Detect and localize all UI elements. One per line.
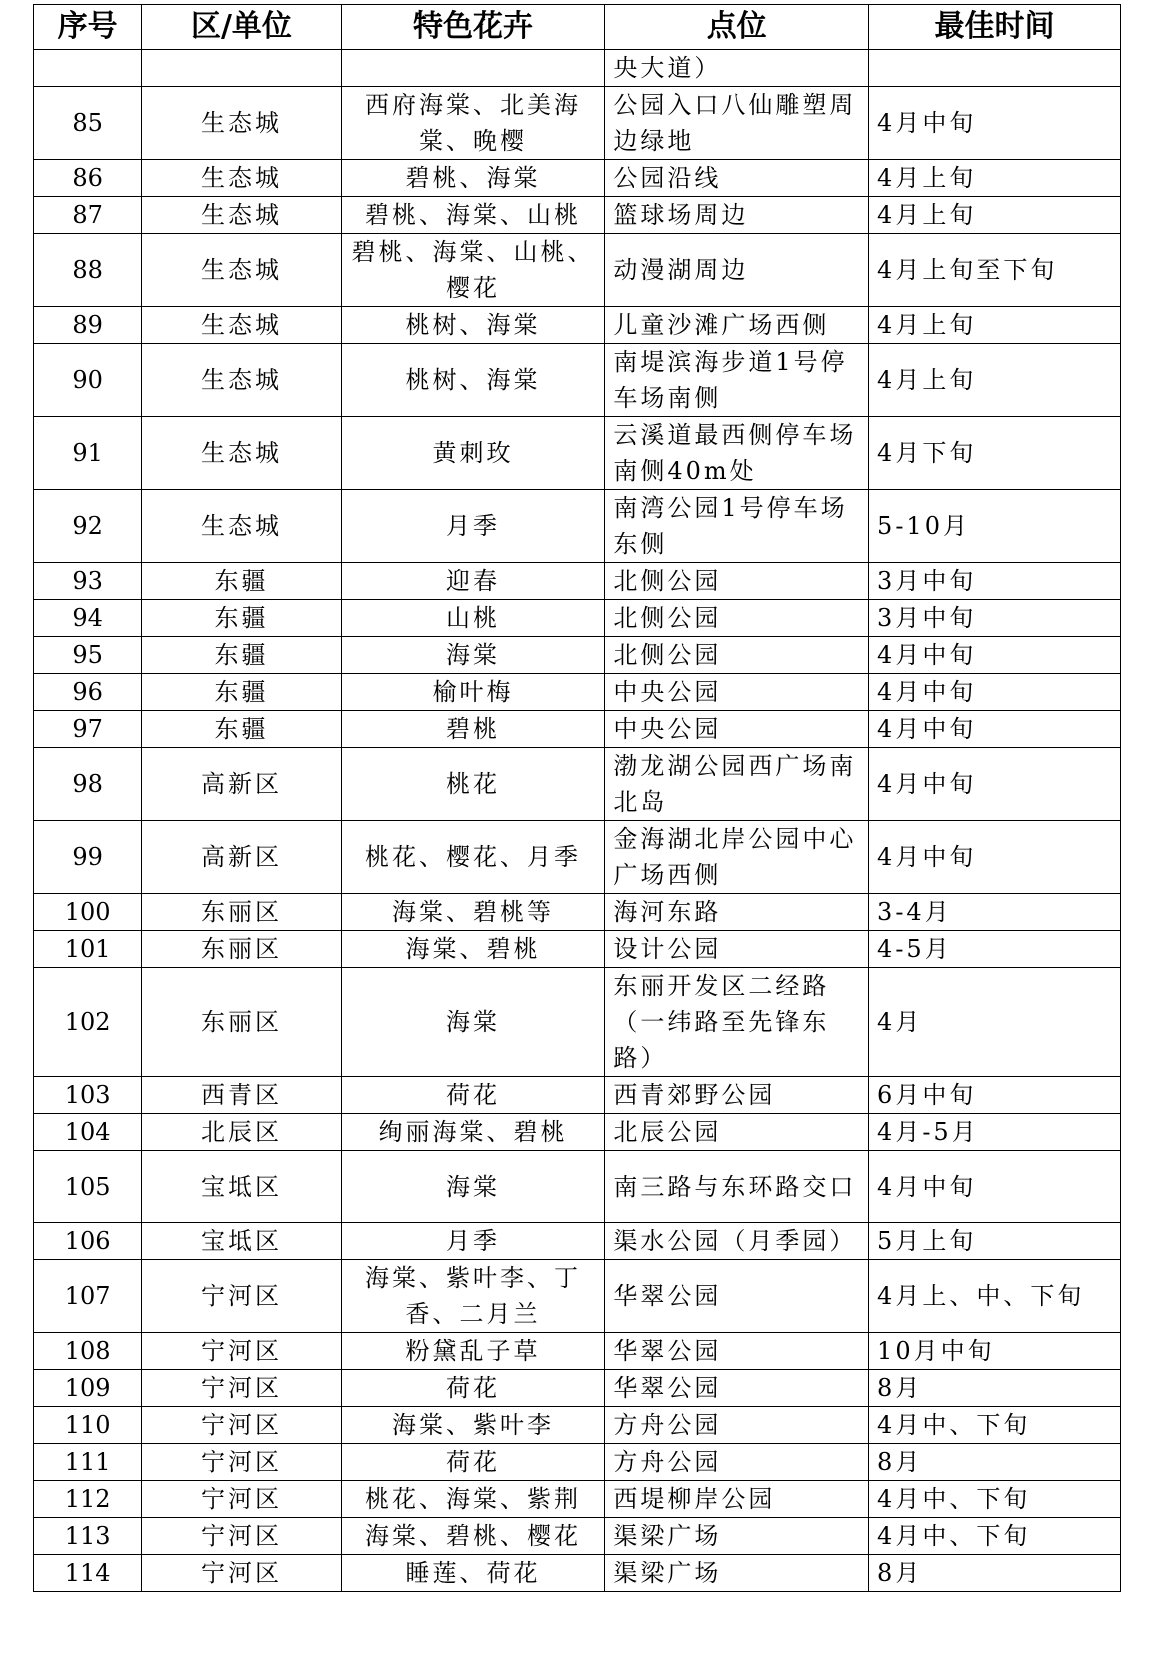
cell-location: 海河东路	[605, 894, 869, 931]
cell-flowers: 黄刺玫	[341, 417, 605, 490]
table-row	[34, 711, 1121, 748]
cell-location: 中央公园	[605, 711, 869, 748]
cell-index: 95	[34, 637, 142, 674]
cell-location: 华翠公园	[605, 1333, 869, 1370]
cell-best-time: 4月上、中、下旬	[869, 1260, 1121, 1333]
cell-index: 104	[34, 1114, 142, 1151]
cell-flowers: 睡莲、荷花	[341, 1555, 605, 1592]
table-row	[34, 1370, 1121, 1407]
cell-index: 110	[34, 1407, 142, 1444]
table-row	[34, 490, 1121, 563]
table-row	[34, 1077, 1121, 1114]
cell-district: 生态城	[142, 344, 341, 417]
cell-index: 106	[34, 1223, 142, 1260]
cell-location: 儿童沙滩广场西侧	[605, 307, 869, 344]
cell-flowers: 碧桃、海棠、山桃、樱花	[341, 234, 605, 307]
cell-location: 华翠公园	[605, 1370, 869, 1407]
cell-index: 94	[34, 600, 142, 637]
cell-flowers: 桃树、海棠	[341, 307, 605, 344]
cell-best-time: 4-5月	[869, 931, 1121, 968]
table-row	[34, 968, 1121, 1077]
cell-index	[34, 50, 142, 87]
flower-spots-table	[33, 4, 1121, 1592]
cell-index: 88	[34, 234, 142, 307]
cell-flowers: 碧桃、海棠、山桃	[341, 197, 605, 234]
cell-index: 111	[34, 1444, 142, 1481]
table-row	[34, 931, 1121, 968]
cell-best-time: 4月中旬	[869, 87, 1121, 160]
cell-location: 渠梁广场	[605, 1518, 869, 1555]
cell-best-time: 4月	[869, 968, 1121, 1077]
cell-location: 南湾公园1号停车场东侧	[605, 490, 869, 563]
cell-best-time: 5-10月	[869, 490, 1121, 563]
cell-best-time: 4月上旬	[869, 160, 1121, 197]
cell-flowers: 粉黛乱子草	[341, 1333, 605, 1370]
cell-location: 北辰公园	[605, 1114, 869, 1151]
cell-location: 西堤柳岸公园	[605, 1481, 869, 1518]
cell-index: 113	[34, 1518, 142, 1555]
cell-best-time: 4月中旬	[869, 821, 1121, 894]
cell-location: 渠水公园（月季园）	[605, 1223, 869, 1260]
cell-best-time	[869, 50, 1121, 87]
cell-location: 北侧公园	[605, 637, 869, 674]
cell-flowers: 海棠、紫叶李	[341, 1407, 605, 1444]
table-row	[34, 197, 1121, 234]
cell-best-time: 6月中旬	[869, 1077, 1121, 1114]
cell-flowers	[341, 50, 605, 87]
header-index: 序号	[34, 5, 142, 50]
cell-best-time: 3-4月	[869, 894, 1121, 931]
cell-flowers: 桃花	[341, 748, 605, 821]
cell-flowers: 西府海棠、北美海棠、晚樱	[341, 87, 605, 160]
table-row	[34, 894, 1121, 931]
table-row	[34, 674, 1121, 711]
cell-district: 东疆	[142, 674, 341, 711]
cell-flowers: 桃花、樱花、月季	[341, 821, 605, 894]
cell-best-time: 3月中旬	[869, 600, 1121, 637]
cell-flowers: 海棠、碧桃等	[341, 894, 605, 931]
cell-location: 中央公园	[605, 674, 869, 711]
cell-best-time: 5月上旬	[869, 1223, 1121, 1260]
cell-best-time: 4月中、下旬	[869, 1407, 1121, 1444]
cell-district: 生态城	[142, 307, 341, 344]
cell-location: 金海湖北岸公园中心广场西侧	[605, 821, 869, 894]
cell-district: 东疆	[142, 600, 341, 637]
cell-district: 东丽区	[142, 931, 341, 968]
cell-best-time: 3月中旬	[869, 563, 1121, 600]
cell-district: 宁河区	[142, 1260, 341, 1333]
cell-best-time: 4月中旬	[869, 674, 1121, 711]
cell-district	[142, 50, 341, 87]
cell-index: 87	[34, 197, 142, 234]
cell-best-time: 4月中旬	[869, 637, 1121, 674]
cell-location: 北侧公园	[605, 563, 869, 600]
cell-district: 东疆	[142, 563, 341, 600]
cell-district: 生态城	[142, 490, 341, 563]
cell-best-time: 4月下旬	[869, 417, 1121, 490]
table-row	[34, 234, 1121, 307]
cell-district: 东疆	[142, 711, 341, 748]
table-row	[34, 563, 1121, 600]
cell-flowers: 碧桃	[341, 711, 605, 748]
cell-district: 东丽区	[142, 894, 341, 931]
table-row	[34, 1407, 1121, 1444]
cell-district: 宝坻区	[142, 1151, 341, 1223]
cell-district: 东丽区	[142, 968, 341, 1077]
table-body	[34, 50, 1121, 1592]
header-location: 点位	[605, 5, 869, 50]
table-row	[34, 1555, 1121, 1592]
table-row	[34, 1151, 1121, 1223]
table-row	[34, 1223, 1121, 1260]
cell-location: 北侧公园	[605, 600, 869, 637]
cell-best-time: 10月中旬	[869, 1333, 1121, 1370]
cell-district: 宝坻区	[142, 1223, 341, 1260]
cell-flowers: 海棠	[341, 968, 605, 1077]
cell-flowers: 绚丽海棠、碧桃	[341, 1114, 605, 1151]
table-header-row	[34, 5, 1121, 50]
cell-index: 109	[34, 1370, 142, 1407]
table-row	[34, 1444, 1121, 1481]
table-row	[34, 417, 1121, 490]
cell-district: 生态城	[142, 417, 341, 490]
cell-index: 103	[34, 1077, 142, 1114]
cell-index: 98	[34, 748, 142, 821]
header-district: 区/单位	[142, 5, 341, 50]
table-row	[34, 637, 1121, 674]
cell-flowers: 榆叶梅	[341, 674, 605, 711]
table-row	[34, 821, 1121, 894]
cell-index: 114	[34, 1555, 142, 1592]
cell-location: 云溪道最西侧停车场南侧40m处	[605, 417, 869, 490]
cell-district: 高新区	[142, 748, 341, 821]
cell-flowers: 月季	[341, 1223, 605, 1260]
table-row	[34, 748, 1121, 821]
cell-flowers: 海棠	[341, 1151, 605, 1223]
cell-district: 宁河区	[142, 1370, 341, 1407]
cell-district: 生态城	[142, 87, 341, 160]
cell-best-time: 8月	[869, 1370, 1121, 1407]
cell-flowers: 海棠、紫叶李、丁香、二月兰	[341, 1260, 605, 1333]
table-row	[34, 1260, 1121, 1333]
cell-district: 高新区	[142, 821, 341, 894]
cell-location: 方舟公园	[605, 1444, 869, 1481]
cell-best-time: 4月上旬至下旬	[869, 234, 1121, 307]
cell-index: 86	[34, 160, 142, 197]
cell-index: 92	[34, 490, 142, 563]
cell-location: 渠梁广场	[605, 1555, 869, 1592]
cell-location: 动漫湖周边	[605, 234, 869, 307]
document-page	[33, 4, 1121, 1592]
cell-district: 东疆	[142, 637, 341, 674]
cell-index: 101	[34, 931, 142, 968]
cell-flowers: 桃树、海棠	[341, 344, 605, 417]
cell-flowers: 海棠、碧桃	[341, 931, 605, 968]
cell-best-time: 4月中、下旬	[869, 1481, 1121, 1518]
cell-index: 99	[34, 821, 142, 894]
cell-best-time: 4月上旬	[869, 197, 1121, 234]
cell-flowers: 碧桃、海棠	[341, 160, 605, 197]
cell-district: 宁河区	[142, 1333, 341, 1370]
cell-index: 90	[34, 344, 142, 417]
cell-best-time: 8月	[869, 1555, 1121, 1592]
cell-location: 南堤滨海步道1号停车场南侧	[605, 344, 869, 417]
table-row	[34, 1518, 1121, 1555]
cell-index: 105	[34, 1151, 142, 1223]
cell-location: 公园入口八仙雕塑周边绿地	[605, 87, 869, 160]
cell-index: 97	[34, 711, 142, 748]
cell-location: 南三路与东环路交口	[605, 1151, 869, 1223]
cell-district: 生态城	[142, 160, 341, 197]
cell-district: 宁河区	[142, 1518, 341, 1555]
cell-best-time: 4月-5月	[869, 1114, 1121, 1151]
table-row	[34, 600, 1121, 637]
cell-district: 宁河区	[142, 1407, 341, 1444]
cell-flowers: 桃花、海棠、紫荆	[341, 1481, 605, 1518]
cell-best-time: 4月中旬	[869, 748, 1121, 821]
cell-flowers: 山桃	[341, 600, 605, 637]
cell-best-time: 4月上旬	[869, 344, 1121, 417]
table-row	[34, 50, 1121, 87]
cell-flowers: 海棠、碧桃、樱花	[341, 1518, 605, 1555]
cell-flowers: 荷花	[341, 1444, 605, 1481]
cell-location: 篮球场周边	[605, 197, 869, 234]
cell-district: 生态城	[142, 197, 341, 234]
cell-index: 89	[34, 307, 142, 344]
cell-district: 西青区	[142, 1077, 341, 1114]
cell-index: 100	[34, 894, 142, 931]
table-row	[34, 87, 1121, 160]
cell-index: 93	[34, 563, 142, 600]
cell-index: 91	[34, 417, 142, 490]
cell-index: 85	[34, 87, 142, 160]
cell-location: 渤龙湖公园西广场南北岛	[605, 748, 869, 821]
cell-district: 宁河区	[142, 1555, 341, 1592]
table-row	[34, 344, 1121, 417]
cell-best-time: 8月	[869, 1444, 1121, 1481]
cell-index: 102	[34, 968, 142, 1077]
cell-flowers: 荷花	[341, 1370, 605, 1407]
cell-district: 生态城	[142, 234, 341, 307]
cell-index: 96	[34, 674, 142, 711]
table-row	[34, 1481, 1121, 1518]
cell-best-time: 4月上旬	[869, 307, 1121, 344]
cell-flowers: 迎春	[341, 563, 605, 600]
table-row	[34, 1114, 1121, 1151]
cell-location: 方舟公园	[605, 1407, 869, 1444]
cell-best-time: 4月中旬	[869, 711, 1121, 748]
table-row	[34, 307, 1121, 344]
cell-district: 北辰区	[142, 1114, 341, 1151]
cell-flowers: 海棠	[341, 637, 605, 674]
cell-location: 东丽开发区二经路（一纬路至先锋东路）	[605, 968, 869, 1077]
header-best-time: 最佳时间	[869, 5, 1121, 50]
table-row	[34, 160, 1121, 197]
table-row	[34, 1333, 1121, 1370]
cell-location: 央大道）	[605, 50, 869, 87]
cell-flowers: 月季	[341, 490, 605, 563]
cell-location: 设计公园	[605, 931, 869, 968]
cell-district: 宁河区	[142, 1481, 341, 1518]
cell-best-time: 4月中旬	[869, 1151, 1121, 1223]
cell-flowers: 荷花	[341, 1077, 605, 1114]
header-flowers: 特色花卉	[341, 5, 605, 50]
cell-location: 西青郊野公园	[605, 1077, 869, 1114]
cell-best-time: 4月中、下旬	[869, 1518, 1121, 1555]
cell-index: 107	[34, 1260, 142, 1333]
cell-district: 宁河区	[142, 1444, 341, 1481]
cell-location: 华翠公园	[605, 1260, 869, 1333]
cell-index: 112	[34, 1481, 142, 1518]
cell-index: 108	[34, 1333, 142, 1370]
cell-location: 公园沿线	[605, 160, 869, 197]
